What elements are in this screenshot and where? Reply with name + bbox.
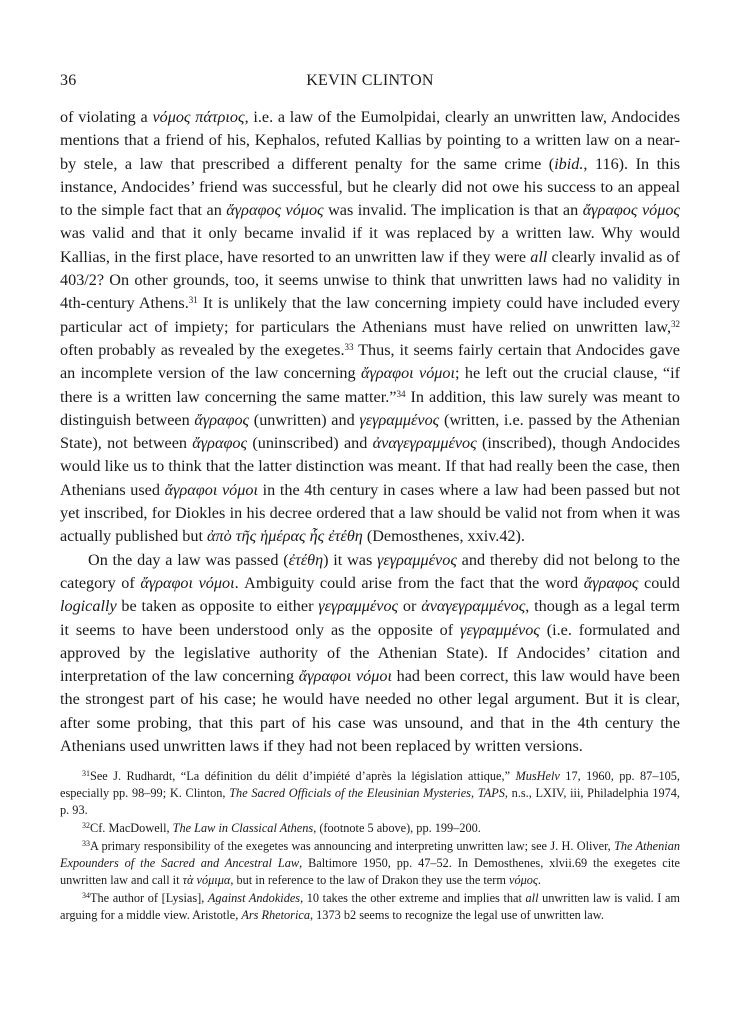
paragraph-1: of violating a νόμος πάτριος, i.e. a law of the Eumolpidai, clearly an unwritten law, Andocides mentions that a friend of his, Kephalos, refuted Kallias by pointing to a written law on a near-by stele, a law that prescribed a different penalty for the same crime (ibid., 116). In this instance, Andocides’ friend was successful, but he clearly did not owe his success to an appeal to the simple fact that an ἄγραφος νόμος was invalid. The implication is that an ἄγραφος νόμος was valid and that it only became invalid if it was replaced by a written law. Why would Kallias, in the first place, have resorted to an unwritten law if they were all clearly invalid as of 403/2? On other grounds, too, it seems unwise to think that unwritten laws had no validity in 4th-century Athens.$^{31}$ It is unlikely that the law concerning impiety could have included every particular act of impiety; for particulars the Athenians must have relied on unwritten law,$^{32}$ often probably as revealed by the exegetes.$^{33}$ Thus, it seems fairly certain that Andocides gave an incomplete version of the law concerning ἄγραφοι νόμοι; he left out the crucial clause, “if there is a written law concerning the same matter.”$^{34}$ In addition, this law surely was meant to distinguish between ἄγραφος (unwritten) and γεγραμμένος (written, i.e. passed by the Athenian State), not between ἄγραφος (uninscribed) and ἀναγεγραμμένος (inscribed), though Andocides would like us to think that the latter distinction was meant. If that had really been the case, then Athenians used ἄγραφοι νόμοι in the 4th century in cases where a law had been passed but not yet inscribed, for Diokles in his decree ordered that a law should be valid not from when it was actually published but ἀπὸ τῆς ἡμέρας ἧς ἐτέθη (Demosthenes, xxiv.42).: [60, 108, 681, 546]
footnote-ref: 31: [188, 295, 198, 306]
footnote-31: $^{31}$See J. Rudhardt, “La définition du délit d’impiété d’après la législation attique,” MusHelv 17, 1960, pp. 87–105, especially pp. 98–99; K. Clinton, The Sacred Officials of the Eleusinian Mysteries, TAPS, n.s., LXIV, iii, Philadelphia 1974, p. 93.: [60, 769, 681, 817]
footnote-ref: 33: [344, 341, 354, 352]
footnotes: [60, 768, 680, 925]
footnote-34: $^{34}$The author of [Lysias], Against Andokides, 10 takes the other extreme and implies that all unwritten law is valid. I am arguing for a middle view. Aristotle, Ars Rhetorica, 1373 b2 seems to recognize the legal use of unwritten law.: [60, 891, 681, 922]
page-number: 36: [60, 72, 77, 89]
footnote-ref: 32: [671, 318, 680, 329]
footnote-ref: 34: [396, 388, 406, 399]
main-text: [60, 106, 680, 758]
footnote-32: $^{32}$Cf. MacDowell, The Law in Classical Athens, (footnote 5 above), pp. 199–200.: [82, 821, 481, 835]
paragraph-2: On the day a law was passed (ἐτέθη) it was γεγραμμένος and thereby did not belong to the category of ἄγραφοι νόμοι. Ambiguity could arise from the fact that the word ἄγραφος could logically be taken as opposite to either γεγραμμένος or ἀναγεγραμμένος, though as a legal term it seems to have been understood only as the opposite of γεγραμμένος (i.e. formulated and approved by the legislative authority of the Athenian State). If Andocides’ citation and interpretation of the law concerning ἄγραφοι νόμοι had been correct, this law would have been the strongest part of his case; he would have needed no other legal argument. But it is clear, after some probing, that this part of his case was unsound, and that in the 4th century the Athenians used unwritten laws if they had not been replaced by written versions.: [60, 550, 680, 756]
running-title: KEVIN CLINTON: [306, 72, 434, 89]
running-head: [60, 72, 680, 94]
footnote-33: $^{33}$A primary responsibility of the exegetes was announcing and interpreting unwritten law; see J. H. Oliver, The Athenian Expounders of the Sacred and Ancestral Law, Baltimore 1950, pp. 47–52. In Demosthenes, xlvii.69 the exegetes cite unwritten law and call it τὰ νόμιμα, but in reference to the law of Drakon they use the term νόμος.: [60, 839, 680, 887]
